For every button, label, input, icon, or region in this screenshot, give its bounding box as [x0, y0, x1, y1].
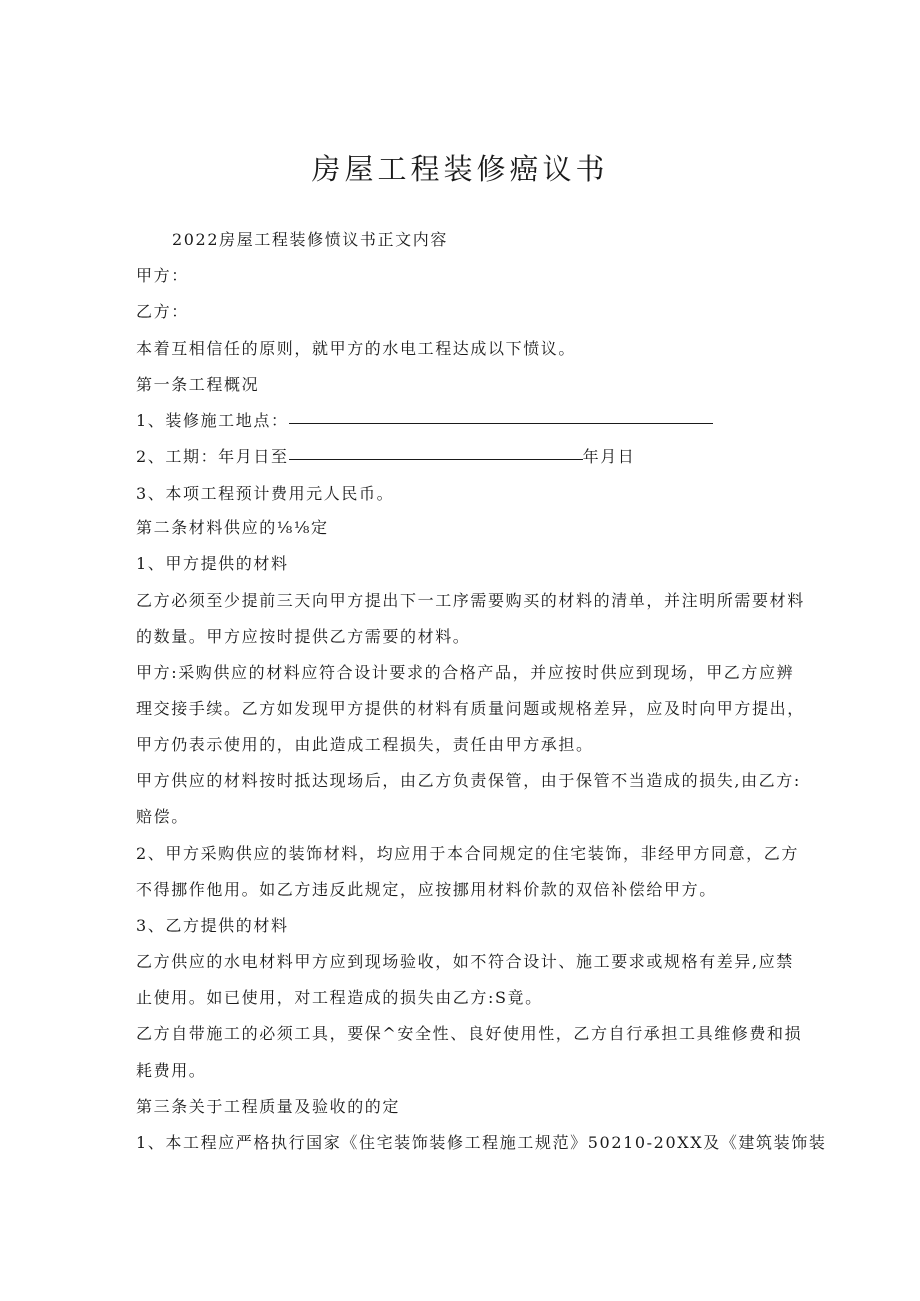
article-3-heading: 第三条关于工程质量及验收的的定 — [136, 1097, 401, 1116]
construction-period-blank — [289, 458, 583, 460]
paragraph-line: 甲方供应的材料按时抵达现场后，由乙方负责保管，由于保管不当造成的损失,由乙方: — [136, 771, 801, 790]
construction-site-label: 1、装修施工地点： — [136, 411, 289, 430]
paragraph-line: 耗费用。 — [136, 1061, 207, 1080]
paragraph-line: 1、本工程应严格执行国家《住宅装饰装修工程施工规范》50210-20XX及《建筑装饰装 — [136, 1133, 827, 1152]
subtitle: 2022房屋工程装修愤议书正文内容 — [172, 230, 448, 249]
construction-period-line — [136, 445, 635, 469]
construction-site-blank — [289, 422, 713, 424]
article-2-heading: 第二条材料供应的⅛⅛定 — [136, 518, 329, 537]
construction-site-line — [136, 409, 713, 433]
construction-period-suffix: 年月日 — [582, 447, 636, 466]
paragraph-line: 乙方供应的水电材料甲方应到现场验收，如不符合设计、施工要求或规格有差异,应禁 — [136, 952, 794, 971]
paragraph-line: 甲方仍表示使用的，由此造成工程损失，责任由甲方承担。 — [136, 735, 594, 754]
paragraph-line: 不得挪作他用。如乙方违反此规定，应按挪用材料价款的双倍补偿给甲方。 — [136, 880, 717, 899]
construction-period-prefix: 2、工期：年月日至 — [136, 447, 289, 466]
paragraph-line: 赔偿。 — [136, 807, 189, 826]
paragraph-line: 2、甲方采购供应的装饰材料，均应用于本合同规定的住宅装饰，非经甲方同意，乙方 — [136, 844, 799, 863]
party-a-label: 甲方： — [136, 266, 189, 285]
paragraph-line: 止使用。如已使用，对工程造成的损失由乙方:S竟。 — [136, 988, 543, 1007]
paragraph-line: 乙方自带施工的必须工具，要保^安全性、良好使用性，乙方自行承担工具维修费和损 — [136, 1024, 803, 1043]
article-1-heading: 第一条工程概况 — [136, 375, 260, 394]
paragraph-line: 乙方必须至少提前三天向甲方提出下一工序需要购买的材料的清单，并注明所需要材料 — [136, 591, 805, 610]
estimated-cost: 3、本项工程预计费用元人民币。 — [136, 484, 395, 503]
party-b-label: 乙方： — [136, 302, 189, 321]
item-2-1-heading: 1、甲方提供的材料 — [136, 554, 289, 573]
paragraph-line: 甲方:采购供应的材料应符合设计要求的合格产品，并应按时供应到现场，甲乙方应辨 — [136, 663, 795, 682]
paragraph-line: 理交接手续。乙方如发现甲方提供的材料有质量问题或规格差异，应及时向甲方提出， — [136, 699, 805, 718]
intro-paragraph: 本着互相信任的原则，就甲方的水电工程达成以下愤议。 — [136, 339, 577, 358]
document-title: 房屋工程装修癌议书 — [311, 152, 609, 186]
item-2-3-heading: 3、乙方提供的材料 — [136, 916, 289, 935]
paragraph-line: 的数量。甲方应按时提供乙方需要的材料。 — [136, 627, 471, 646]
